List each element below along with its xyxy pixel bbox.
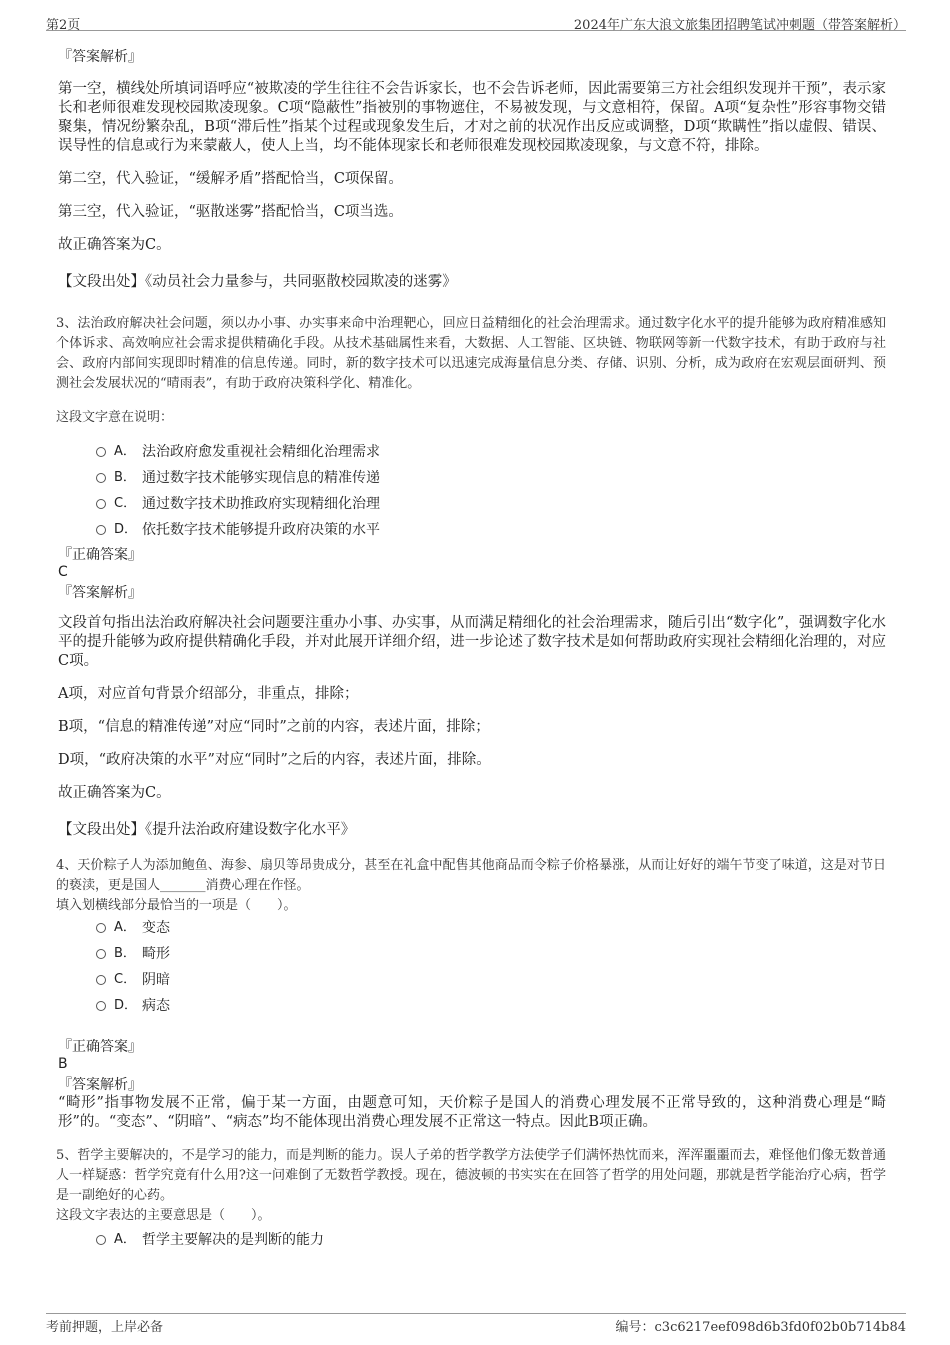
- option-a[interactable]: A． 哲学主要解决的是判断的能力: [96, 1230, 886, 1250]
- radio-icon[interactable]: [96, 447, 106, 457]
- text-source: 【文段出处】《提升法治政府建设数字化水平》: [58, 822, 356, 838]
- option-a[interactable]: A． 变态: [96, 918, 886, 938]
- question-5-options: [96, 1230, 886, 1250]
- radio-icon[interactable]: [96, 949, 106, 959]
- radio-icon[interactable]: [96, 923, 106, 933]
- analysis-paragraph: D项，“政府决策的水平”对应“同时”之后的内容，表述片面，排除。: [58, 752, 491, 768]
- analysis-paragraph: 故正确答案为C。: [58, 237, 171, 253]
- option-c[interactable]: C． 阴暗: [96, 970, 886, 990]
- correct-answer: C: [58, 564, 68, 580]
- radio-icon[interactable]: [96, 525, 106, 535]
- document-title: 2024年广东大浪文旅集团招聘笔试冲刺题（带答案解析）: [573, 18, 906, 33]
- analysis-paragraph: 第三空，代入验证，“驱散迷雾”搭配恰当，C项当选。: [58, 204, 403, 220]
- text-source: 【文段出处】《动员社会力量参与，共同驱散校园欺凌的迷雾》: [58, 274, 457, 290]
- question-5-prompt: 这段文字表达的主要意思是（ ）。: [56, 1208, 271, 1223]
- option-a[interactable]: A． 法治政府愈发重视社会精细化治理需求: [96, 442, 886, 462]
- option-d[interactable]: D． 病态: [96, 996, 886, 1016]
- correct-answer: B: [58, 1056, 68, 1072]
- question-4-options: [96, 918, 886, 1016]
- document-id: 编号：c3c6217eef098d6b3fd0f02b0b714b84: [615, 1320, 906, 1335]
- question-3-text: 3、法治政府解决社会问题，须以办小事、办实事来命中治理靶心，回应日益精细化的社会治理需求。通过数字化水平的提升能够为政府精准感知个体诉求、高效响应社会需求提供精确化手段。从技术基础属性来看，大数据、人工智能、区块链、物联网等新一代数字技术，有助于政府与社会、政府内部间实现即时精准的信息传递。同时，新的数字技术可以迅速完成海量信息分类、存储、识别、分析，成为政府在宏观层面研判、预测社会发展状况的“晴雨表”，有助于政府决策科学化、精准化。: [56, 316, 886, 391]
- footer-slogan: 考前押题，上岸必备: [46, 1320, 164, 1335]
- question-3-prompt: 这段文字意在说明：: [56, 410, 174, 425]
- option-c[interactable]: C． 通过数字技术助推政府实现精细化治理: [96, 494, 886, 514]
- page-header: [46, 12, 906, 31]
- analysis-paragraph: B项，“信息的精准传递”对应“同时”之前的内容，表述片面，排除；: [58, 719, 490, 735]
- radio-icon[interactable]: [96, 1235, 106, 1245]
- question-4-prompt: 填入划横线部分最恰当的一项是（ ）。: [56, 898, 297, 913]
- option-d[interactable]: D． 依托数字技术能够提升政府决策的水平: [96, 520, 886, 540]
- analysis-paragraph: “畸形”指事物发展不正常，偏于某一方面，由题意可知，天价粽子是国人的消费心理发展不正常导致的，这种消费心理是“畸形”的。“变态”、“阴暗”、“病态”均不能体现出消费心理发展不正常这一特点。因此B项正确。: [58, 1095, 886, 1130]
- analysis-paragraph: 第一空，横线处所填词语呼应“被欺凌的学生往往不会告诉家长，也不会告诉老师，因此需要第三方社会组织发现并干预”，表示家长和老师很难发现校园欺凌现象。C项“隐蔽性”指被别的事物遮住，不易被发现，与文意相符，保留。A项“复杂性”形容事物交错聚集，情况纷繁杂乱，B项“滞后性”指某个过程或现象发生后，才对之前的状况作出反应或调整，D项“欺瞒性”指以虚假、错误、误导性的信息或行为来蒙蔽人，使人上当，均不能体现家长和老师很难发现校园欺凌现象，与文意不符，排除。: [58, 81, 886, 154]
- radio-icon[interactable]: [96, 499, 106, 509]
- page-number: 第2页: [46, 18, 81, 33]
- radio-icon[interactable]: [96, 975, 106, 985]
- answer-label: 『正确答案』: [58, 1039, 142, 1055]
- radio-icon[interactable]: [96, 473, 106, 483]
- analysis-paragraph: 故正确答案为C。: [58, 785, 171, 801]
- question-3-options: [96, 442, 886, 540]
- question-5-text: 5、哲学主要解决的，不是学习的能力，而是判断的能力。误人子弟的哲学教学方法使学子们满怀热忱而来，浑浑噩噩而去，难怪他们像无数普通人一样疑惑：哲学究竟有什么用?这一问难倒了无数哲学教授。现在，德波顿的书实实在在回答了哲学的用处问题，那就是哲学能治疗心病，哲学是一副绝好的心药。: [56, 1148, 886, 1203]
- page-footer: [46, 1313, 906, 1334]
- analysis-paragraph: A项，对应首句背景介绍部分，非重点，排除；: [58, 686, 359, 702]
- question-4-text: 4、天价粽子人为添加鲍鱼、海参、扇贝等昂贵成分，甚至在礼盒中配售其他商品而令粽子价格暴涨，从而让好好的端午节变了味道，这是对节日的亵渎，更是国人_______消费心理在作怪。: [56, 858, 886, 893]
- option-b[interactable]: B． 通过数字技术能够实现信息的精准传递: [96, 468, 886, 488]
- analysis-paragraph: 文段首句指出法治政府解决社会问题要注重办小事、办实事，从而满足精细化的社会治理需求，随后引出“数字化”，强调数字化水平的提升能够为政府提供精确化手段，并对此展开详细介绍，进一步论述了数字技术是如何帮助政府实现社会精细化治理的，对应C项。: [58, 615, 886, 669]
- analysis-label: 『答案解析』: [58, 585, 142, 601]
- analysis-paragraph: 第二空，代入验证，“缓解矛盾”搭配恰当，C项保留。: [58, 171, 403, 187]
- radio-icon[interactable]: [96, 1001, 106, 1011]
- analysis-label: 『答案解析』: [58, 1077, 142, 1093]
- option-b[interactable]: B． 畸形: [96, 944, 886, 964]
- document-body: [56, 40, 886, 1256]
- answer-label: 『正确答案』: [58, 547, 142, 563]
- analysis-label: 『答案解析』: [58, 49, 142, 65]
